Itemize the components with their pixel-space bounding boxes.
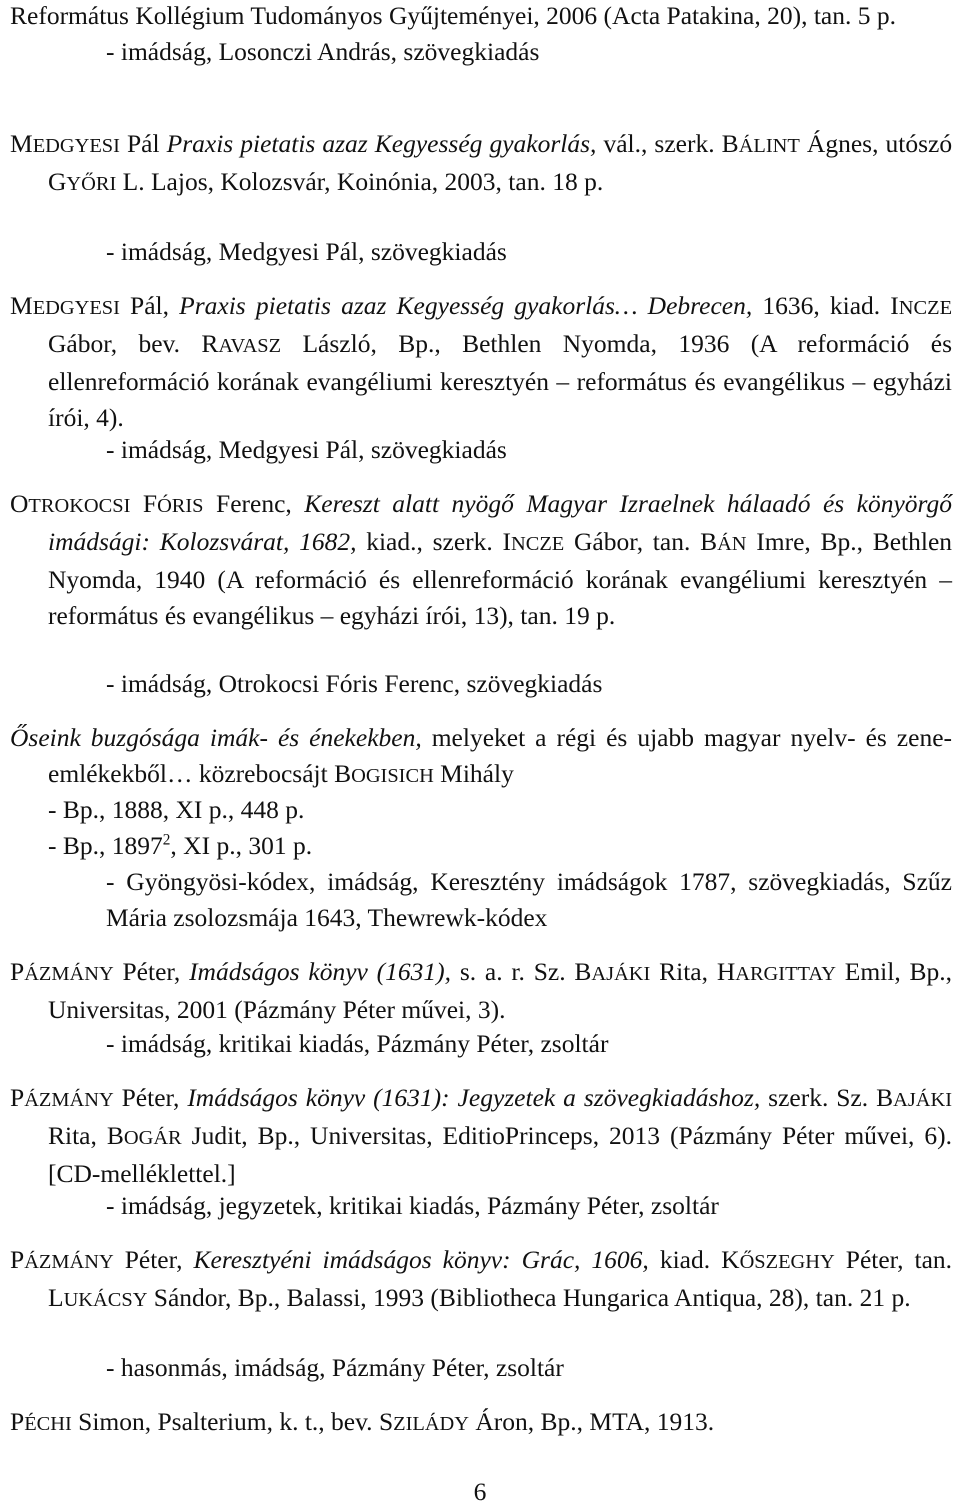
book-title: Keresztyéni imádságos könyv: Grác, 1606, [193, 1245, 649, 1274]
entry-text: Református Kollégium Tudományos Gyűjteményei, 2006 (Acta Patakina, 20), tan. 5 p. [10, 1, 897, 30]
editor-given: Péter, tan. [845, 1245, 953, 1274]
book-title: Őseink buzgósága imák- és énekekben, [10, 723, 422, 752]
author-given: Péter, [121, 1083, 180, 1112]
editor-given: Gábor, tan. [573, 527, 691, 556]
author-surname: PÁZMÁNY [10, 1245, 114, 1274]
pub-details: László, Bp., Bethlen Nyomda, 1936 (A reformáció és ellenreformáció korának evangéliumi keresztyén – református és evangélikus – egyházi írói, 4). [48, 329, 953, 432]
author-given: Péter, [124, 1245, 183, 1274]
author-surname: OTROKOCSI FÓRIS [10, 489, 204, 518]
author-given: Péter, [122, 957, 181, 986]
editor2-surname: LUKÁCSY [48, 1283, 148, 1312]
editor-surname: KŐSZEGHY [721, 1245, 835, 1274]
editor-given: Rita, [48, 1121, 97, 1150]
editor2-surname: HARGITTAY [716, 957, 836, 986]
book-title: Praxis pietatis azaz Kegyesség gyakorlás… Debrecen, [179, 291, 753, 320]
bib-entry-otrokocsi [10, 486, 952, 634]
author-given: Pál, [130, 291, 170, 320]
editor-given: Rita, [659, 957, 708, 986]
subject-tags: - imádság, kritikai kiadás, Pázmány Péter, zsoltár [106, 1029, 609, 1058]
editor-surname: BAJÁKI [574, 957, 651, 986]
editor-surname: BÁLINT [721, 129, 800, 158]
pub-info: vál., szerk. [603, 129, 715, 158]
editor-surname: BAJÁKI [876, 1083, 952, 1112]
editor2-surname: RAVASZ [201, 329, 282, 358]
author-given: Ferenc, [216, 489, 292, 518]
book-title: Imádságos könyv (1631): Jegyzetek a szövegkiadáshoz, [187, 1083, 761, 1112]
book-title: Praxis pietatis azaz Kegyesség gyakorlás, [166, 129, 597, 158]
author-surname: PÉCHI [10, 1407, 72, 1436]
bib-entry-pazmany-2001 [10, 954, 952, 1028]
subject-tags: - imádság, Losonczi András, szövegkiadás [106, 37, 540, 66]
bib-entry-oseink [10, 720, 952, 794]
bib-entry-pechi [10, 1404, 952, 1442]
editor-given: Mihály [440, 759, 514, 788]
subject-tags: - imádság, Otrokocsi Fóris Ferenc, szövegkiadás [106, 669, 603, 698]
bib-entry-pazmany-1993 [10, 1242, 952, 1318]
bib-entry-pazmany-2013 [10, 1080, 952, 1192]
subject-tags: - imádság, jegyzetek, kritikai kiadás, Pázmány Péter, zsoltár [106, 1191, 719, 1220]
editor-given: Gábor, bev. [48, 329, 180, 358]
author-surname: MEDGYESI [10, 129, 120, 158]
pub-details: Imre, Bp., Bethlen Nyomda, 1940 (A reformáció és ellenreformáció korának evangéliumi keresztyén – református és evangélikus – egyházi írói, 13), tan. 19 p. [48, 527, 953, 630]
subject-tags: - Gyöngyösi-kódex, imádság, Keresztény imádságok 1787, szövegkiadás, Szűz Mária zsolozsmája 1643, Thewrewk-kódex [106, 867, 952, 932]
author-surname: PÁZMÁNY [10, 957, 114, 986]
pub-info: kiad. [659, 1245, 711, 1274]
pub-info: szerk. Sz. [768, 1083, 869, 1112]
author-given: Simon, Psalterium, k. t., bev. [78, 1407, 373, 1436]
pub-details: Emil, Bp., Universitas, 2001 (Pázmány Péter művei, 3). [48, 957, 953, 1024]
book-title: Imádságos könyv (1631), [189, 957, 451, 986]
bib-entry-medgyesi-2003 [10, 126, 952, 202]
book-title: Kereszt alatt nyögő Magyar Izraelnek hálaadó és könyörgő imádsági: Kolozsvárat, 1682, [48, 489, 953, 556]
editor2-surname: BOGÁR [106, 1121, 182, 1150]
editor2-surname: GYŐRI [48, 167, 117, 196]
author-surname: PÁZMÁNY [10, 1083, 114, 1112]
author-surname: MEDGYESI [10, 291, 120, 320]
editor-given: Ágnes, utószó [806, 129, 953, 158]
pub-info: 1636, kiad. [762, 291, 881, 320]
subject-tags: - hasonmás, imádság, Pázmány Péter, zsoltár [106, 1353, 564, 1382]
pub-details: Sándor, Bp., Balassi, 1993 (Bibliotheca Hungarica Antiqua, 28), tan. 21 p. [153, 1283, 911, 1312]
editor-surname: BOGISICH [334, 759, 434, 788]
editor2-surname: BÁN [700, 527, 747, 556]
pub-info: kiad., szerk. [366, 527, 493, 556]
subject-tags: - imádság, Medgyesi Pál, szövegkiadás [106, 435, 507, 464]
bib-entry-continuation [10, 0, 952, 70]
edition-line-1897: - Bp., 1897$^2$, XI p., 301 p. [48, 831, 313, 860]
page-number: 6 [473, 1477, 487, 1506]
author-given: Pál [126, 129, 160, 158]
entry-text: melyeket a régi és ujabb magyar nyelv- és zene-emlékekből… közrebocsájt [48, 723, 953, 788]
editor-surname: INCZE [890, 291, 953, 320]
editor-surname: INCZE [502, 527, 565, 556]
pub-info: s. a. r. Sz. [459, 957, 566, 986]
bib-entry-medgyesi-1936 [10, 288, 952, 436]
editor-given: Áron, Bp., MTA, 1913. [475, 1407, 715, 1436]
pub-details: L. Lajos, Kolozsvár, Koinónia, 2003, tan. 18 p. [122, 167, 604, 196]
editor-surname: SZILÁDY [378, 1407, 470, 1436]
pub-details: Judit, Bp., Universitas, EditioPrinceps, 2013 (Pázmány Péter művei, 6). [CD-melléklettel.] [48, 1121, 953, 1188]
edition-line-1888: - Bp., 1888, XI p., 448 p. [48, 795, 305, 824]
subject-tags: - imádság, Medgyesi Pál, szövegkiadás [106, 237, 507, 266]
